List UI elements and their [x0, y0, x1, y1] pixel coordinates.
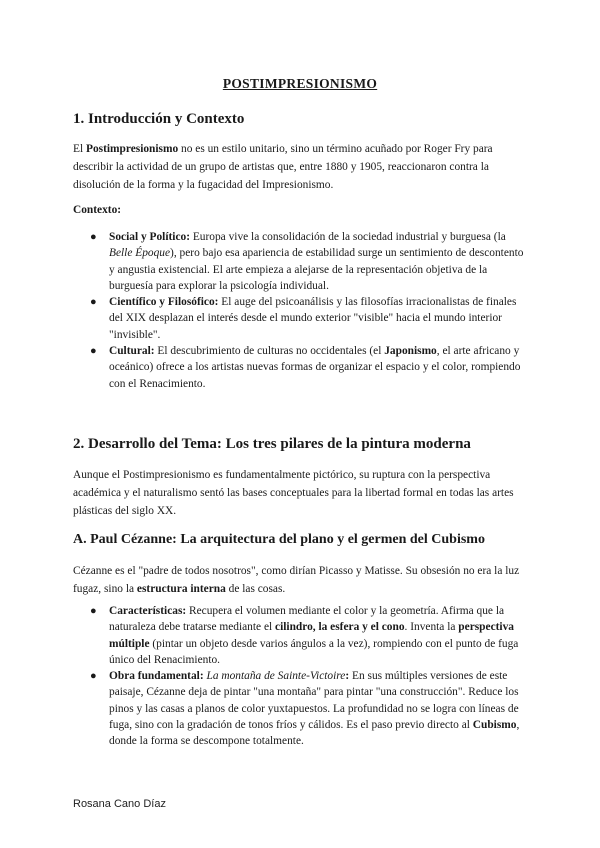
context-label: Contexto:: [73, 204, 122, 216]
context-list: [73, 229, 525, 392]
list-item: ● Social y Político: Europa vive la consolidación de la sociedad industrial y burguesa (la Belle Époque), pero bajo esa apariencia de estabilidad surge un sentimiento de descontento y angustia existencial. El arte empieza a alejarse de la representación objetiva de la burguesía para explorar la psicología individual.: [90, 231, 524, 292]
footer-author: Rosana Cano Díaz: [73, 798, 166, 810]
section-2-heading: 2. Desarrollo del Tema: Los tres pilares de la pintura moderna: [73, 436, 471, 452]
list-item: ● Cultural: El descubrimiento de culturas no occidentales (el Japonismo, el arte africano y oceánico) ofrece a los artistas nuevas formas de organizar el espacio y el color, rompiendo con el Renacimiento.: [90, 345, 521, 390]
bullet-icon: ●: [90, 231, 97, 243]
bullet-icon: ●: [90, 345, 97, 358]
section-2-intro: Aunque el Postimpresionismo es fundamentalmente pictórico, su ruptura con la perspectiva académica y el naturalismo sentó las bases conceptuales para la libertad formal en todas las artes plásticas del siglo XX.: [73, 469, 514, 517]
document-title: POSTIMPRESIONISMO: [222, 76, 378, 91]
list-item: ● Características: Recupera el volumen mediante el color y la geometría. Afirma que la naturaleza debe tratarse mediante el cilindro, la esfera y el cono. Inventa la perspectiva múltiple (pintar un objeto desde varios ángulos a la vez), rompiendo con el punto de fuga único del Renacimiento.: [90, 605, 519, 666]
bullet-icon: ●: [90, 605, 97, 617]
section-a-intro: Cézanne es el "padre de todos nosotros", como dirían Picasso y Matisse. Su obsesión no era la luz fugaz, sino la estructura interna de las cosas.: [73, 565, 520, 595]
section-1-heading: 1. Introducción y Contexto: [73, 111, 245, 127]
bullet-icon: ●: [90, 670, 97, 683]
list-item: ● Científico y Filosófico: El auge del psicoanálisis y las filosofías irracionalistas de finales del XIX desplazan el interés desde el mundo exterior "visible" hacia el mundo interior "invisible".: [90, 296, 517, 341]
section-a-heading: A. Paul Cézanne: La arquitectura del plano y el germen del Cubismo: [73, 532, 485, 547]
section-1-intro: El Postimpresionismo no es un estilo unitario, sino un término acuñado por Roger Fry para describir la actividad de un grupo de artistas que, entre 1880 y 1905, reaccionaron contra la disolución de la forma y la fugacidad del Impresionismo.: [73, 143, 493, 191]
list-item: ● Obra fundamental: La montaña de Sainte-Victoire: En sus múltiples versiones de este paisaje, Cézanne deja de pintar "una montaña" para pintar "una construcción". Reduce los pinos y las casas a planos de color yuxtapuestos. La profundidad no se logra con líneas de fuga, sino con la gradación de tonos fríos y cálidos. Es el paso previo directo al Cubismo, donde la forma se descompone totalmente.: [90, 670, 520, 748]
cezanne-list: [73, 603, 525, 750]
bullet-icon: ●: [90, 296, 97, 309]
